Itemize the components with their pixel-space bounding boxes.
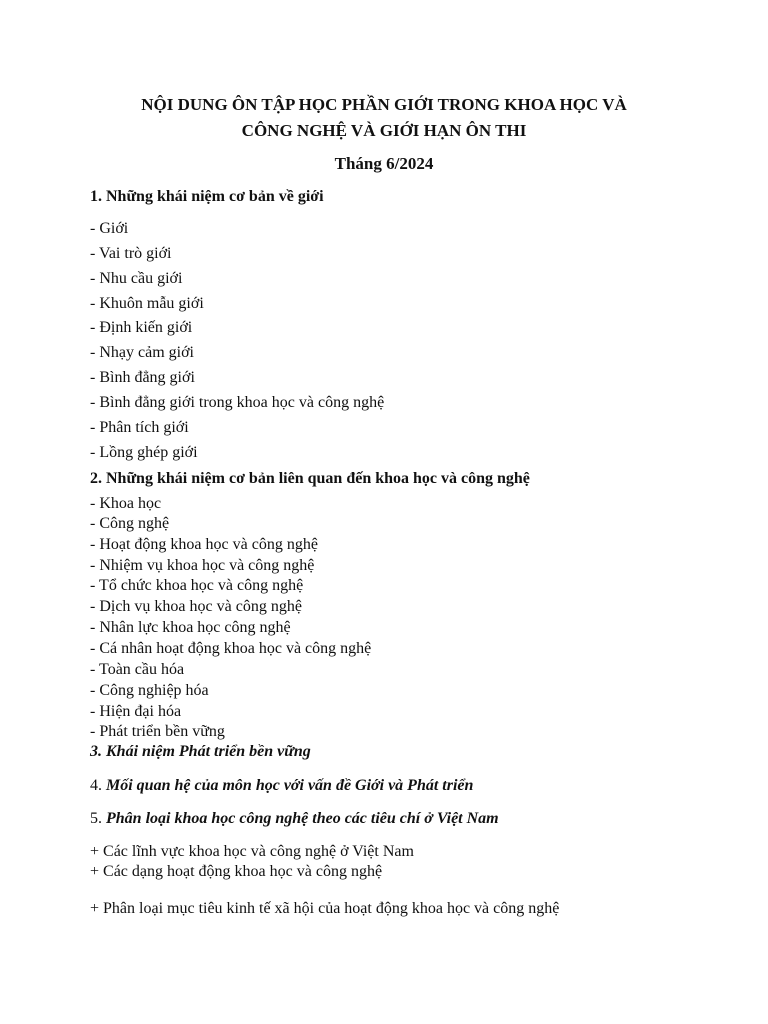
section-1-item: - Nhu cầu giới xyxy=(90,270,183,287)
section-2-item: - Dịch vụ khoa học và công nghệ xyxy=(90,598,302,615)
section-1-item: - Nhạy cảm giới xyxy=(90,344,194,361)
section-1-heading: 1. Những khái niệm cơ bản về giới xyxy=(90,188,324,205)
section-1-item: - Vai trò giới xyxy=(90,245,172,262)
section-2-heading: 2. Những khái niệm cơ bản liên quan đến khoa học và công nghệ xyxy=(90,470,530,487)
section-2-item: - Công nghiệp hóa xyxy=(90,682,209,699)
section-1-item: - Bình đẳng giới trong khoa học và công nghệ xyxy=(90,394,385,411)
section-1-item: - Định kiến giới xyxy=(90,319,193,336)
section-2-item: - Khoa học xyxy=(90,495,162,512)
section-1-item: - Giới xyxy=(90,220,129,237)
section-5-item: + Các lĩnh vực khoa học và công nghệ ở Việt Nam xyxy=(90,843,414,860)
section-2-item: - Cá nhân hoạt động khoa học và công nghệ xyxy=(90,640,372,657)
section-1-item: - Khuôn mẫu giới xyxy=(90,295,204,312)
section-5-number: 5. xyxy=(90,810,106,827)
section-5-item: + Phân loại mục tiêu kinh tế xã hội của hoạt động khoa học và công nghệ xyxy=(90,900,560,917)
section-3-heading: 3. Khái niệm Phát triển bền vững xyxy=(90,743,311,760)
document-title-line-2: CÔNG NGHỆ VÀ GIỚI HẠN ÔN THI xyxy=(241,121,527,140)
section-4-heading-row xyxy=(90,776,473,796)
section-4-heading: Mối quan hệ của môn học với vấn đề Giới và Phát triển xyxy=(106,777,474,794)
document-title-line-1: NỘI DUNG ÔN TẬP HỌC PHẦN GIỚI TRONG KHOA HỌC VÀ xyxy=(141,95,627,114)
section-5-item: + Các dạng hoạt động khoa học và công nghệ xyxy=(90,863,383,880)
section-2-item: - Hoạt động khoa học và công nghệ xyxy=(90,536,318,553)
section-2-item: - Hiện đại hóa xyxy=(90,703,182,720)
section-1-item: - Bình đẳng giới xyxy=(90,369,195,386)
section-1-item: - Lồng ghép giới xyxy=(90,444,198,461)
section-2-item: - Toàn cầu hóa xyxy=(90,661,185,678)
document-date: Tháng 6/2024 xyxy=(334,154,434,173)
section-5-heading-row xyxy=(90,809,499,829)
section-5-heading: Phân loại khoa học công nghệ theo các tiêu chí ở Việt Nam xyxy=(106,810,499,827)
section-2-item: - Nhiệm vụ khoa học và công nghệ xyxy=(90,557,315,574)
section-2-item: - Tổ chức khoa học và công nghệ xyxy=(90,577,304,594)
section-2-item: - Công nghệ xyxy=(90,515,170,532)
section-2-item: - Nhân lực khoa học công nghệ xyxy=(90,619,291,636)
section-4-number: 4. xyxy=(90,777,106,794)
section-2-item: - Phát triển bền vững xyxy=(90,723,225,740)
section-1-item: - Phân tích giới xyxy=(90,419,189,436)
